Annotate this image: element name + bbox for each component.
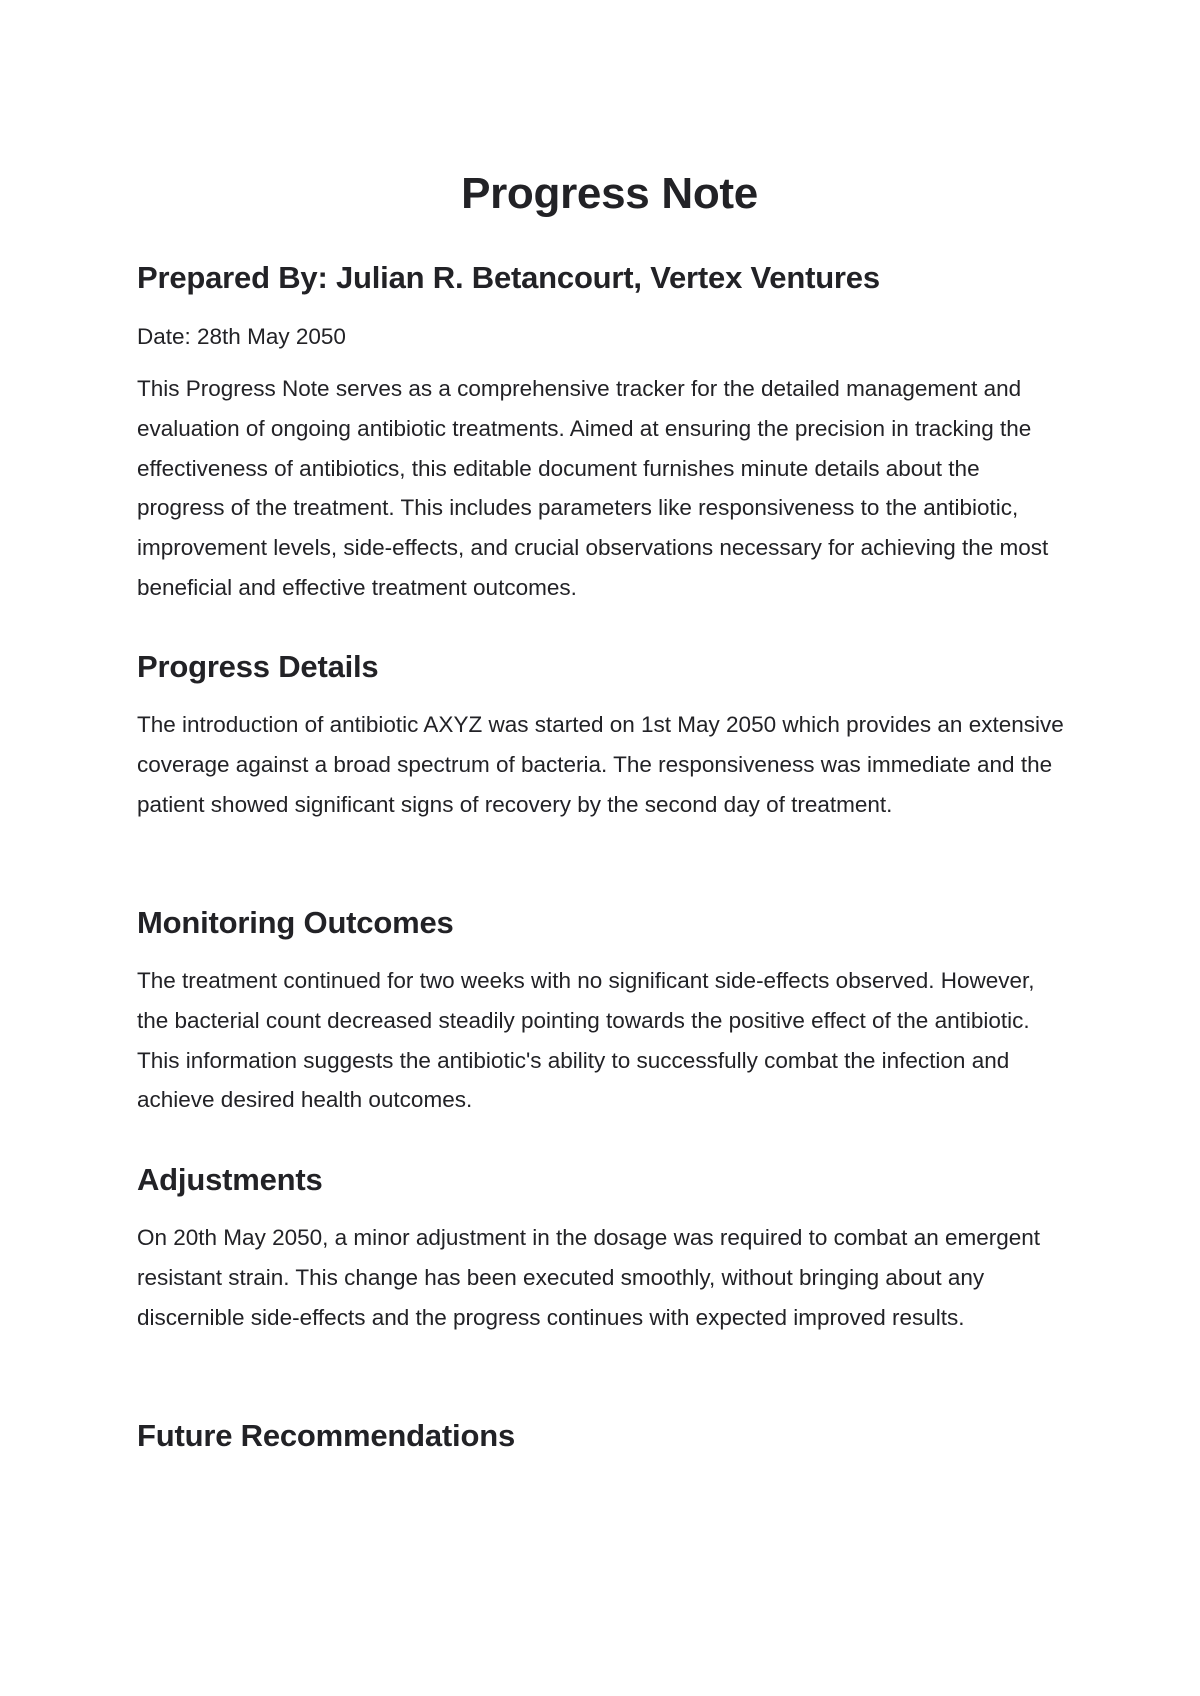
prepared-by-heading: Prepared By: Julian R. Betancourt, Vertex Ventures [137, 260, 880, 295]
monitoring-outcomes-heading: Monitoring Outcomes [137, 905, 454, 940]
adjustments-paragraph: On 20th May 2050, a minor adjustment in the dosage was required to combat an emergent resistant strain. This change has been executed smoothly, without bringing about any discernible side-effects and the progress continues with expected improved results. [137, 1225, 1041, 1330]
progress-details-heading: Progress Details [137, 649, 379, 684]
future-recommendations-heading: Future Recommendations [137, 1418, 515, 1453]
document-title: Progress Note [461, 169, 758, 218]
document-date: Date: 28th May 2050 [137, 324, 346, 349]
progress-details-paragraph: The introduction of antibiotic AXYZ was started on 1st May 2050 which provides an extensive coverage against a broad spectrum of bacteria. The responsiveness was immediate and the patient showed significant signs of recovery by the second day of treatment. [137, 712, 1064, 817]
adjustments-heading: Adjustments [137, 1162, 323, 1197]
intro-paragraph: This Progress Note serves as a comprehensive tracker for the detailed management and evaluation of ongoing antibiotic treatments. Aimed at ensuring the precision in tracking the effectiveness of antibiotics, this editable document furnishes minute details about the progress of the treatment. This includes parameters like responsiveness to the antibiotic, improvement levels, side-effects, and crucial observations necessary for achieving the most beneficial and effective treatment outcomes. [137, 376, 1049, 600]
monitoring-outcomes-paragraph: The treatment continued for two weeks with no significant side-effects observed. However, the bacterial count decreased steadily pointing towards the positive effect of the antibiotic. This information suggests the antibiotic's ability to successfully combat the infection and achieve desired health outcomes. [137, 968, 1035, 1113]
